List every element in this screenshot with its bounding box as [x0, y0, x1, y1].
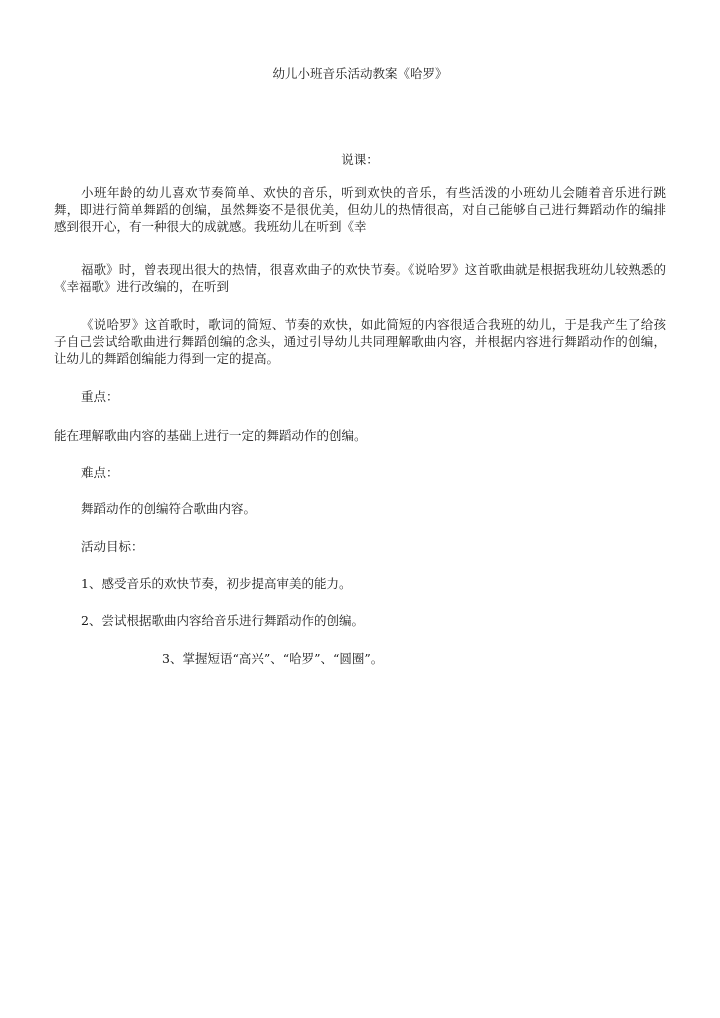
- key-point-label: 重点：: [81, 389, 119, 404]
- document-title: 幼儿小班音乐活动教案《哈罗》: [272, 66, 448, 81]
- goal-item-3: 3、掌握短语“高兴”、“哈罗”、“圆圈”。: [162, 651, 384, 666]
- goal-item-2: 2、尝试根据歌曲内容给音乐进行舞蹈动作的创编。: [81, 613, 364, 628]
- goals-label: 活动目标：: [81, 539, 144, 554]
- difficulty-label: 难点：: [81, 465, 119, 480]
- section-heading: 说课：: [341, 152, 379, 167]
- difficulty-text: 舞蹈动作的创编符合歌曲内容。: [81, 501, 257, 516]
- paragraph-2: 福歌》时，曾表现出很大的热情，很喜欢曲子的欢快节奏。《说哈罗》这首歌曲就是根据我班幼儿较熟悉的《幸福歌》进行改编的，在听到: [54, 262, 666, 294]
- paragraph-3: 《说哈罗》这首歌时，歌词的简短、节奏的欢快，如此简短的内容很适合我班的幼儿，于是我产生了给孩子自己尝试给歌曲进行舞蹈创编的念头，通过引导幼儿共同理解歌曲内容，并根据内容进行舞蹈动作的创编，让幼儿的舞蹈创编能力得到一定的提高。: [54, 317, 666, 366]
- key-point-text: 能在理解歌曲内容的基础上进行一定的舞蹈动作的创编。: [54, 428, 367, 443]
- paragraph-1: 小班年龄的幼儿喜欢节奏简单、欢快的音乐，听到欢快的音乐，有些活泼的小班幼儿会随着音乐进行跳舞，即进行简单舞蹈的创编，虽然舞姿不是很优美，但幼儿的热情很高，对自己能够自己进行舞蹈动作的编排感到很开心，有一种很大的成就感。我班幼儿在听到《幸: [54, 185, 666, 234]
- goal-item-1: 1、感受音乐的欢快节奏，初步提高审美的能力。: [81, 576, 352, 591]
